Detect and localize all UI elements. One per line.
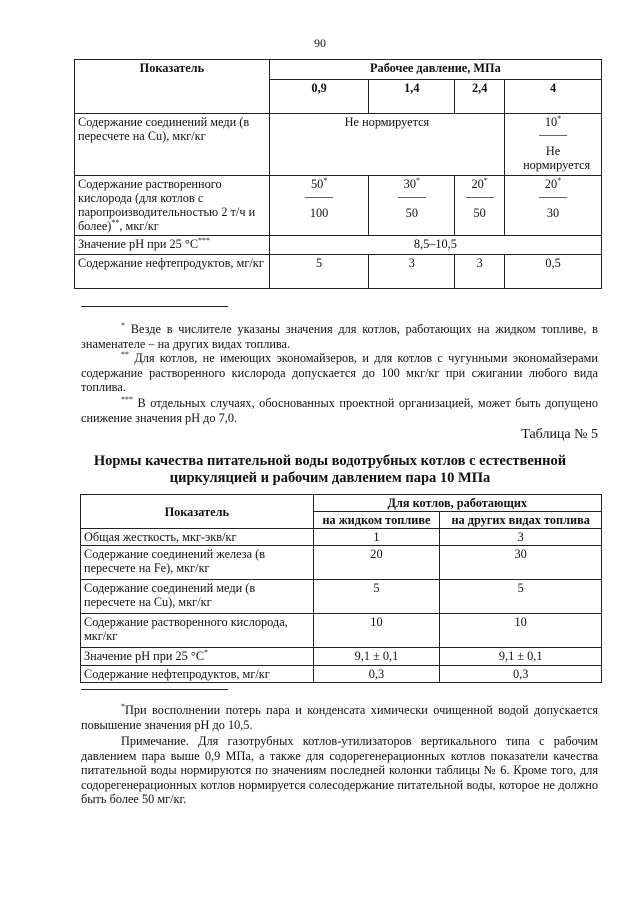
row-label: Содержание растворенного кислорода, мкг/кг <box>81 614 314 648</box>
table-2 <box>80 494 602 683</box>
row-label: Содержание нефтепродуктов, мг/кг <box>81 666 314 683</box>
footnote-divider <box>81 306 228 307</box>
note-text: Примечание. Для газотрубных котлов-утилизаторов вертикального типа с рабочим давлением пара выше 0,9 МПа, а также для содорегенерационных котлов показатели качества питательной воды нормируются по значениям последней колонки таблицы № 6. Кроме того, для содорегенерационных котлов нормируется солесодержание питательной воды, которое не должно быть более 50 мг/кг. <box>81 734 598 807</box>
denominator: 100 <box>309 206 329 220</box>
numerator: 20 <box>544 177 558 191</box>
footnote-mark: * <box>121 701 125 711</box>
footnote-mark: * <box>121 320 125 330</box>
row-label <box>75 176 270 236</box>
footnote-mark: ** <box>111 217 120 227</box>
footnote-divider <box>81 689 228 690</box>
row-label-text: Значение pH при 25 °С <box>78 237 199 251</box>
fraction-cell <box>269 176 369 236</box>
cell-value: 5 <box>313 580 440 614</box>
cell-value: 30 <box>440 546 602 580</box>
numerator: 50 <box>310 177 324 191</box>
footnote-mark: * <box>557 175 562 185</box>
footnote-text: Для котлов, не имеющих экономайзеров, и для котлов с чугунными экономайзерами содержание растворенного кислорода допускается до 100 мкг/кг при сжигании любого вида топлива. <box>81 351 599 395</box>
row-label-text: Содержание растворенного кислорода (для котлов с паропроизводительностью 2 т/ч и более) <box>78 177 256 233</box>
table-row <box>75 255 602 289</box>
cell-value: 10 <box>440 614 602 648</box>
table1-pressure-header: 0,9 <box>269 80 369 114</box>
footnote-mark: * <box>557 113 562 123</box>
table-row <box>75 236 602 255</box>
row-label: Содержание соединений меди (в пересчете на Cu), мкг/кг <box>75 114 270 176</box>
merged-value: Не нормируется <box>269 114 504 176</box>
footnote-mark: *** <box>121 394 133 404</box>
fraction-cell <box>505 176 602 236</box>
table1-pressure-header: 2,4 <box>455 80 505 114</box>
row-label: Содержание нефтепродуктов, мг/кг <box>75 255 270 289</box>
cell-value: 5 <box>269 255 369 289</box>
footnote-mark: ** <box>121 349 129 359</box>
fraction-cell <box>505 114 602 176</box>
cell-value: 1 <box>313 529 440 546</box>
fraction-cell <box>369 176 455 236</box>
footnote-mark: *** <box>198 235 211 245</box>
footnote-mark: * <box>483 175 488 185</box>
row-label: Содержание соединений железа (в пересчете на Fe), мкг/кг <box>81 546 314 580</box>
cell-value: 9,1 ± 0,1 <box>313 648 440 666</box>
table-row <box>81 529 602 546</box>
numerator: 10 <box>544 115 558 129</box>
denominator: Не нормируется <box>523 144 591 172</box>
table-row <box>81 546 602 580</box>
denominator: 50 <box>473 206 486 220</box>
table2-header-param: Показатель <box>81 495 314 529</box>
footnote-mark: * <box>323 175 328 185</box>
row-label: Общая жесткость, мкг-экв/кг <box>81 529 314 546</box>
cell-value: 0,5 <box>505 255 602 289</box>
row-label: Содержание соединений меди (в пересчете на Cu), мкг/кг <box>81 580 314 614</box>
cell-value: 0,3 <box>313 666 440 683</box>
cell-value: 10 <box>313 614 440 648</box>
table-row <box>81 648 602 666</box>
note-paragraph <box>81 734 598 807</box>
table1-header-pressure: Рабочее давление, МПа <box>269 60 601 80</box>
footnote-2 <box>81 351 598 395</box>
footnote-text: Везде в числителе указаны значения для котлов, работающих на жидком топливе, в знаменателе – на других видах топлива. <box>81 322 598 351</box>
cell-value: 5 <box>440 580 602 614</box>
table-row <box>81 614 602 648</box>
table2-header-other: на других видах топлива <box>440 512 602 529</box>
table2-header-group: Для котлов, работающих <box>313 495 601 512</box>
cell-value: 9,1 ± 0,1 <box>440 648 602 666</box>
table1-pressure-header: 4 <box>505 80 602 114</box>
footnote-text: В отдельных случаях, обоснованных проектной организацией, может быть допущено снижение значения pH до 7,0. <box>81 396 599 425</box>
numerator: 20 <box>471 177 484 191</box>
merged-value: 8,5–10,5 <box>269 236 601 255</box>
page-number: 90 <box>314 36 326 50</box>
table1-pressure-header: 1,4 <box>369 80 455 114</box>
table-label: Таблица № 5 <box>521 427 598 442</box>
footnote-table2 <box>81 703 598 732</box>
fraction-cell <box>455 176 505 236</box>
footnote-3 <box>81 396 598 425</box>
row-label-text: Значение pH при 25 °С <box>84 649 205 663</box>
footnote-mark: * <box>204 647 209 657</box>
table-row <box>81 666 602 683</box>
table-1 <box>74 59 602 289</box>
table-row <box>75 176 602 236</box>
table2-header-liquid: на жидком топливе <box>313 512 440 529</box>
row-label <box>81 648 314 666</box>
footnote-text: При восполнении потерь пара и конденсата химически очищенной водой допускается повышение значения pH до 10,5. <box>81 703 598 732</box>
numerator: 30 <box>403 177 416 191</box>
row-label-tail: , мкг/кг <box>119 219 159 233</box>
footnote-1 <box>81 322 598 351</box>
cell-value: 3 <box>440 529 602 546</box>
denominator: 30 <box>546 206 560 220</box>
table1-header-param: Показатель <box>75 60 270 114</box>
table-row <box>75 114 602 176</box>
cell-value: 3 <box>455 255 505 289</box>
cell-value: 3 <box>369 255 455 289</box>
cell-value: 0,3 <box>440 666 602 683</box>
cell-value: 20 <box>313 546 440 580</box>
table-row <box>81 580 602 614</box>
row-label <box>75 236 270 255</box>
footnote-mark: * <box>415 175 420 185</box>
denominator: 50 <box>405 206 418 220</box>
table-title: Нормы качества питательной воды водотрубных котлов с естественной циркуляцией и рабочим давлением пара 10 МПа <box>93 453 567 486</box>
